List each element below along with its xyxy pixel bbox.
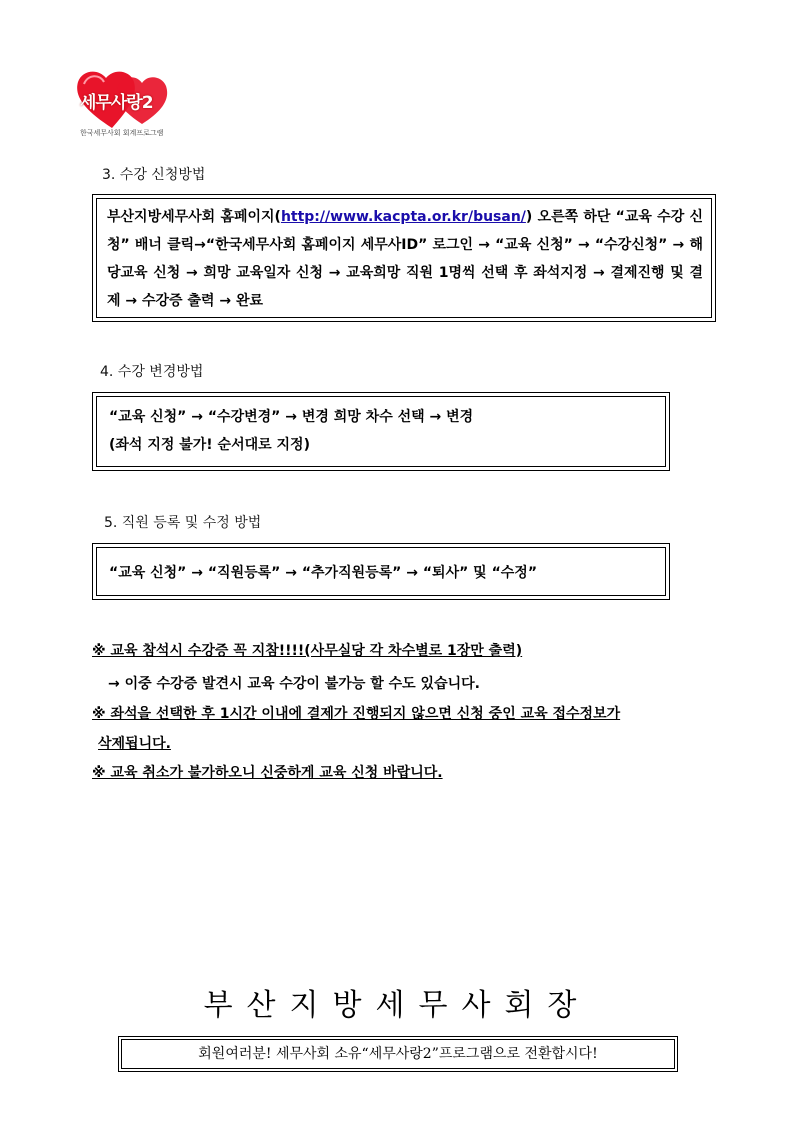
- notice-bring-ticket: ※ 교육 참석시 수강증 꼭 지참!!!!(사무실당 각 차수별로 1장만 출력): [92, 643, 523, 659]
- section-4-text: [96, 396, 666, 467]
- section-4-line-1: “교육 신청” → “수강변경” → 변경 희망 차수 선택 → 변경: [109, 409, 474, 425]
- section-5-heading: 5. 직원 등록 및 수정 방법: [104, 515, 262, 531]
- section-4-box: [92, 392, 670, 471]
- section-3-box: [92, 194, 716, 322]
- section-4-line-2: (좌석 지정 불가! 순서대로 지정): [109, 437, 310, 453]
- section-5-line-1: “교육 신청” → “직원등록” → “추가직원등록” → “퇴사” 및 “수정”: [109, 565, 538, 581]
- section-3-text-after-link: ) 오른쪽 하단 “교육 수강 신청” 배너 클릭→“한국세무사회 홈페이지 세무사ID” 로그인 → “교육 신청” → “수강신청” → 해당교육 신청 → 희망 교육일자 신청 → 교육희망 직원 1명씩 선택 후 좌석지정 → 결제진행 및 결제 → 수강증 출력 → 완료: [107, 209, 703, 309]
- section-3-text: [96, 198, 712, 318]
- footer-slogan-box: [118, 1036, 678, 1072]
- notice-no-cancel: ※ 교육 취소가 불가하오니 신중하게 교육 신청 바랍니다.: [92, 765, 443, 781]
- logo-subtitle: 한국세무사회 회계프로그램: [80, 129, 164, 137]
- section-3-heading: 3. 수강 신청방법: [102, 167, 206, 183]
- logo-title: 세무사랑2: [80, 93, 153, 113]
- section-5-text: [96, 547, 666, 596]
- notice-duplicate-ticket: → 이중 수강증 발견시 교육 수강이 불가능 할 수도 있습니다.: [108, 676, 480, 692]
- footer-slogan: 회원여러분! 세무사회 소유“세무사랑2”프로그램으로 전환합시다!: [121, 1039, 675, 1069]
- homepage-link[interactable]: http://www.kacpta.or.kr/busan/: [280, 209, 526, 225]
- logo: [74, 66, 194, 142]
- section-4-heading: 4. 수강 변경방법: [100, 364, 204, 380]
- notice-payment-deadline-cont: 삭제됩니다.: [98, 736, 171, 752]
- footer-title: 부산지방세무사회장: [203, 988, 591, 1023]
- section-5-box: [92, 543, 670, 600]
- section-3-text-before-link: 부산지방세무사회 홈페이지(: [107, 209, 281, 225]
- notice-payment-deadline: ※ 좌석을 선택한 후 1시간 이내에 결제가 진행되지 않으면 신청 중인 교육 접수정보가: [92, 706, 621, 722]
